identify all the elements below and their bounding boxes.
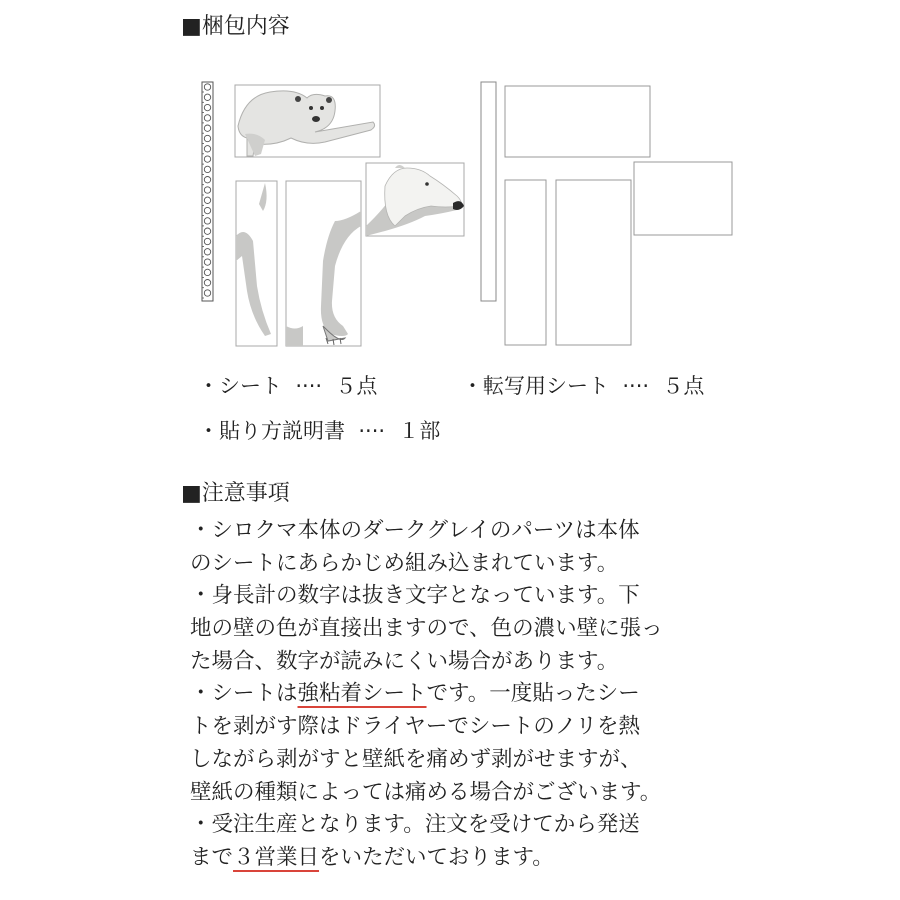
package-contents-heading: ■梱包内容 <box>181 14 290 39</box>
note-line: まで３営業日をいただいております。 <box>190 844 554 870</box>
polar-bear-sheet-2 <box>236 181 277 346</box>
note-line: ・シートは強粘着シートです。一度貼ったシー <box>190 681 640 707</box>
note-line: しながら剥がすと壁紙を痛めず剥がせますが、 <box>190 746 642 772</box>
note-line: た場合、数字が読みにくい場合があります。 <box>190 648 619 674</box>
polar-bear-head-sheet <box>366 163 464 236</box>
note-line: ・身長計の数字は抜き文字となっています。下 <box>190 583 640 609</box>
polar-bear-sheet-3 <box>286 181 361 346</box>
strong-adhesive-highlight: 強粘着シート <box>297 681 427 707</box>
note-line: ・受注生産となります。注文を受けてから発送 <box>190 812 640 838</box>
note-line: ・シロクマ本体のダークグレイのパーツは本体 <box>190 518 640 543</box>
note-line: トを剥がす際はドライヤーでシートのノリを熱 <box>190 714 640 740</box>
package-item-transfer-sheet: ・転写用シート ···· ５点 <box>462 374 705 398</box>
note-line: のシートにあらかじめ組み込まれています。 <box>190 550 619 576</box>
height-ruler-sheet <box>202 82 213 301</box>
notes-body <box>190 515 663 875</box>
package-item-instructions: ・貼り方説明書 ···· １部 <box>198 419 441 443</box>
transfer-sheets <box>481 82 732 345</box>
business-days-highlight: ３営業日 <box>233 844 320 870</box>
polar-bear-sheet-1 <box>235 85 380 157</box>
notes-heading: ■注意事項 <box>181 481 290 506</box>
sheet-illustration <box>195 76 740 356</box>
package-item-sheet: ・シート ···· ５点 <box>198 374 378 398</box>
note-line: 壁紙の種類によっては痛める場合がございます。 <box>190 779 662 805</box>
note-line: 地の壁の色が直接出ますので、色の濃い壁に張っ <box>190 616 663 642</box>
